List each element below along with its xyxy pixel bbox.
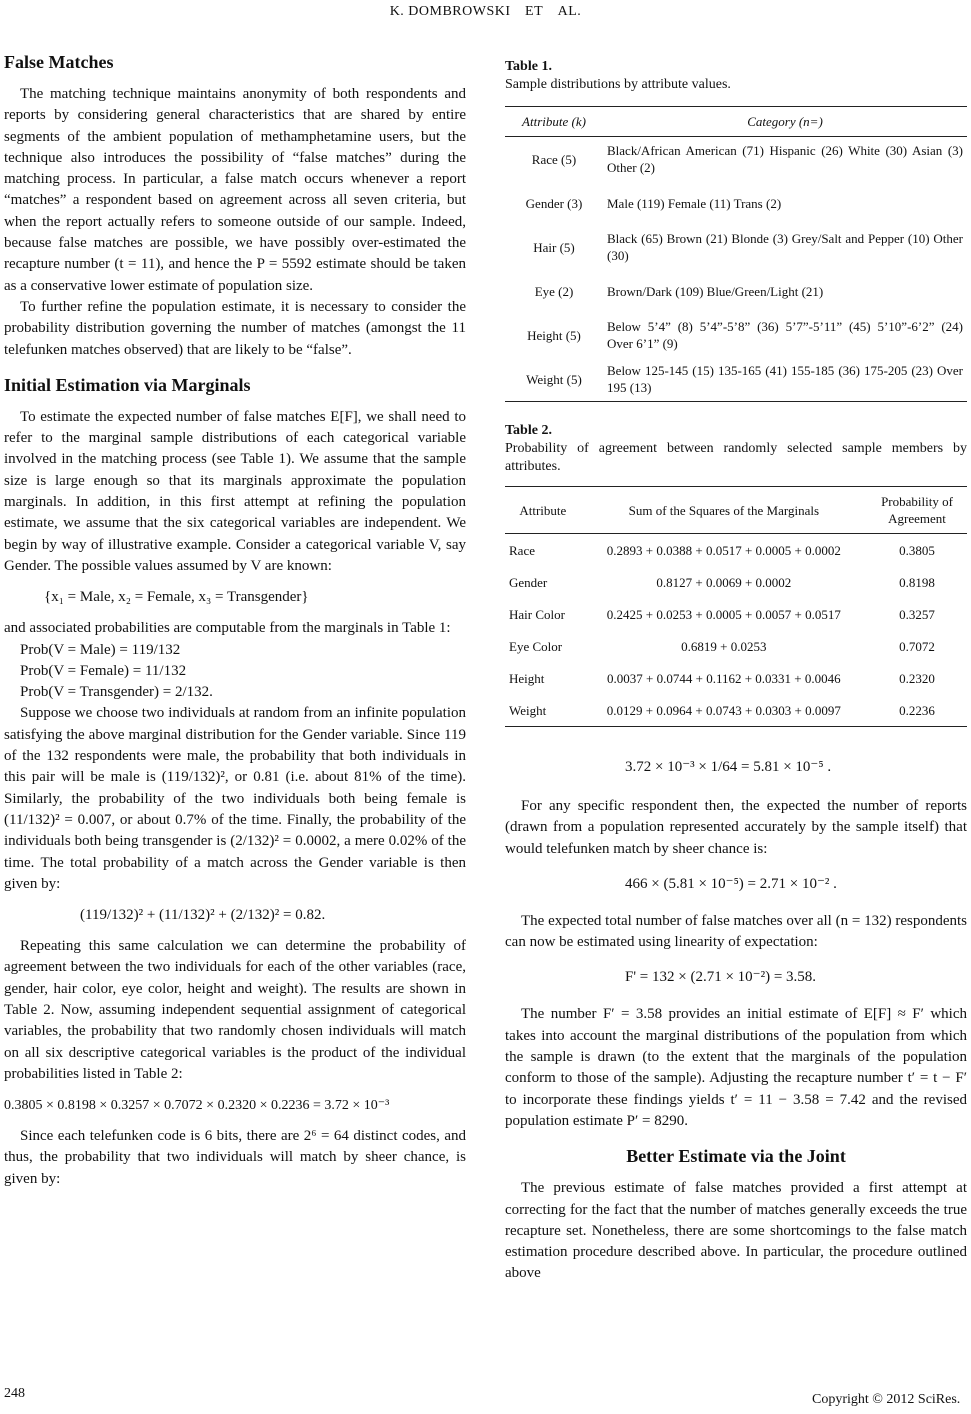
table2-label: Table 2. bbox=[505, 423, 552, 438]
table1-label: Table 1. bbox=[505, 59, 552, 74]
section-title-false-matches: False Matches bbox=[4, 52, 114, 72]
right-column bbox=[505, 58, 967, 1285]
table-row: Race 0.2893 + 0.0388 + 0.0517 + 0.0005 + 0.0002 0.3805 bbox=[509, 542, 935, 558]
paragraph: Since each telefunken code is 6 bits, there are 2⁶ = 64 distinct codes, and thus, the probability that two individuals will match by sheer chance, is given by: bbox=[4, 1128, 466, 1187]
table2-header-attribute: Attribute bbox=[505, 487, 581, 534]
equation-value-set: {x₁ = Male, x₂ = Female, x₃ = Transgender} bbox=[44, 589, 309, 606]
table1-header-attribute: Attribute (k) bbox=[505, 107, 603, 137]
paragraph: The matching technique maintains anonymity of both respondents and reports by considering general characteristics that are shared by entire segments of the ambient population of methamphetamine users, but the technique also introduces the possibility of “false matches” during the matching process. In particular, a false match occurs whenever a report “matches” a respondent based on agreement across all seven criteria, but when the report actually refers to someone outside of our sample. Indeed, because false matches are possible, we have possibly over-estimated the recapture number (t = 11), and hence the P = 5592 estimate should be taken as a conservative lower estimate of population size. bbox=[4, 86, 466, 294]
page-number: 248 bbox=[4, 1386, 25, 1401]
paragraph: The expected total number of false matches over all (n = 132) respondents can now be estimated using linearity of expectation: bbox=[505, 912, 967, 951]
paragraph: and associated probabilities are computable from the marginals in Table 1: bbox=[4, 620, 451, 637]
equation-gender-match: (119/132)² + (11/132)² + (2/132)² = 0.82. bbox=[80, 907, 326, 924]
running-header: K. DOMBROWSKI ET AL. bbox=[389, 4, 582, 19]
table-row: Height 0.0037 + 0.0744 + 0.1162 + 0.0331 + 0.0046 0.2320 bbox=[509, 670, 935, 686]
table-row: Eye Color 0.6819 + 0.0253 0.7072 bbox=[509, 638, 935, 654]
left-column bbox=[4, 50, 466, 1190]
table-row: Gender 0.8127 + 0.0069 + 0.0002 0.8198 bbox=[509, 574, 935, 590]
paragraph: Repeating this same calculation we can determine the probability of agreement between the two individuals for each of the other variables (race, gender, hair color, eye color, height and weight). The results are shown in Table 2. Now, assuming independent sequential assignment of categorical variables, the probability that two randomly chosen individuals will match on all six descriptive categorical variables is the product of the individual probabilities listed in Table 2: bbox=[4, 938, 466, 1082]
paragraph: To further refine the population estimate, it is necessary to consider the probability distribution governing the number of matches (amongst the 11 telefunken matches observed) that are likely to be “false”. bbox=[4, 298, 466, 358]
probability-line: Prob(V = Male) = 119/132 bbox=[20, 641, 181, 658]
paragraph: The previous estimate of false matches provided a first attempt at correcting for the fact that the number of matches generally exceeds the true recapture set. Nonetheless, there are some shortcomings to the false match estimation procedure described above. In particular, the procedure outlined above bbox=[505, 1180, 967, 1282]
copyright: Copyright © 2012 SciRes. bbox=[812, 1392, 961, 1407]
equation-reports: 466 × (5.81 × 10⁻⁵) = 2.71 × 10⁻² . bbox=[625, 875, 837, 892]
equation-total: F' = 132 × (2.71 × 10⁻²) = 3.58. bbox=[625, 969, 817, 986]
table-row: Weight (5) Below 125-145 (15) 135-165 (41) 155-185 (36) 175-205 (23) Over 195 (13) bbox=[505, 357, 967, 402]
table2-caption-text: Probability of agreement between randomly selected sample members by attributes. bbox=[505, 441, 967, 474]
table-row: Hair Color 0.2425 + 0.0253 + 0.0005 + 0.0057 + 0.0517 0.3257 bbox=[509, 606, 935, 622]
table-row: Gender (3) Male (119) Female (11) Trans (2) bbox=[525, 195, 782, 211]
equation-product: 0.3805 × 0.8198 × 0.3257 × 0.7072 × 0.2320 × 0.2236 = 3.72 × 10⁻³ bbox=[4, 1098, 390, 1114]
table2 bbox=[505, 486, 967, 727]
table1-caption bbox=[505, 58, 967, 94]
paragraph: For any specific respondent then, the expected the number of reports (drawn from a population represented accurately by the sample itself) that would telefunken match by sheer chance is: bbox=[505, 798, 967, 857]
table1-caption-text: Sample distributions by attribute values. bbox=[505, 77, 731, 92]
section-title-better-estimate: Better Estimate via the Joint bbox=[626, 1146, 846, 1167]
section-title-initial-estimation: Initial Estimation via Marginals bbox=[4, 374, 251, 395]
probability-line: Prob(V = Transgender) = 2/132. bbox=[20, 684, 213, 701]
table2-header-probability: Probability of Agreement bbox=[867, 487, 967, 534]
table-row: Weight 0.0129 + 0.0964 + 0.0743 + 0.0303 + 0.0097 0.2236 bbox=[505, 694, 967, 727]
table-row: Eye (2) Brown/Dark (109) Blue/Green/Light (21) bbox=[534, 283, 824, 299]
paragraph: The number F′ = 3.58 provides an initial estimate of E[F] ≈ F′ which takes into account the marginal distributions of the population from which the sample is drawn (to the extent that the marginals of the population conform to those of the sample). Adjusting the recapture number t′ = t − F′ to incorporate these findings yields t′ = 11 − 3.58 = 7.42 and the revised population estimate P′ = 8290. bbox=[505, 1006, 967, 1129]
table1 bbox=[505, 106, 967, 402]
table2-header-sum: Sum of the Squares of the Marginals bbox=[581, 487, 867, 534]
table-row: Race (5) Black/African American (71) Hispanic (26) White (30) Asian (3) Other (2) bbox=[531, 143, 963, 175]
table2-caption bbox=[505, 422, 967, 476]
probability-line: Prob(V = Female) = 11/132 bbox=[20, 662, 187, 679]
table1-header-category: Category (n=) bbox=[603, 107, 967, 137]
paragraph: To estimate the expected number of false matches E[F], we shall need to refer to the marginal sample distributions of each categorical variable involved in the matching process (see Table 1). We assume that the sample size is large enough so that its marginals approximate the population marginals. In addition, in this first attempt at refining the population estimate, we assume that the six categorical variables are independent. We begin by way of illustrative example. Consider a categorical variable V, say Gender. The possible values assumed by V are known: bbox=[4, 408, 466, 574]
equation-chance-match: 3.72 × 10⁻³ × 1/64 = 5.81 × 10⁻⁵ . bbox=[625, 759, 832, 775]
table-row: Height (5) Below 5’4” (8) 5’4”-5’8” (36) 5’7”-5’11” (45) 5’10”-6’2” (24) Over 6’1” (9) bbox=[527, 319, 963, 351]
paragraph: Suppose we choose two individuals at random from an infinite population satisfying the above marginal distribution for the Gender variable. Since 119 of the 132 respondents were male, the probability that both individuals in this pair will be male is (119/132)², or 0.81 (i.e. about 81% of the time). Similarly, the probability of the two individuals both being female is (11/132)² = 0.007, or about 0.7% of the time. Finally, the probability of the individuals both being transgender is (2/132)² = 0.0002, a mere 0.02% of the time. The total probability of a match across the Gender variable is then given by: bbox=[4, 705, 466, 892]
table-row: Hair (5) Black (65) Brown (21) Blonde (3) Grey/Salt and Pepper (10) Other (30) bbox=[533, 231, 963, 263]
